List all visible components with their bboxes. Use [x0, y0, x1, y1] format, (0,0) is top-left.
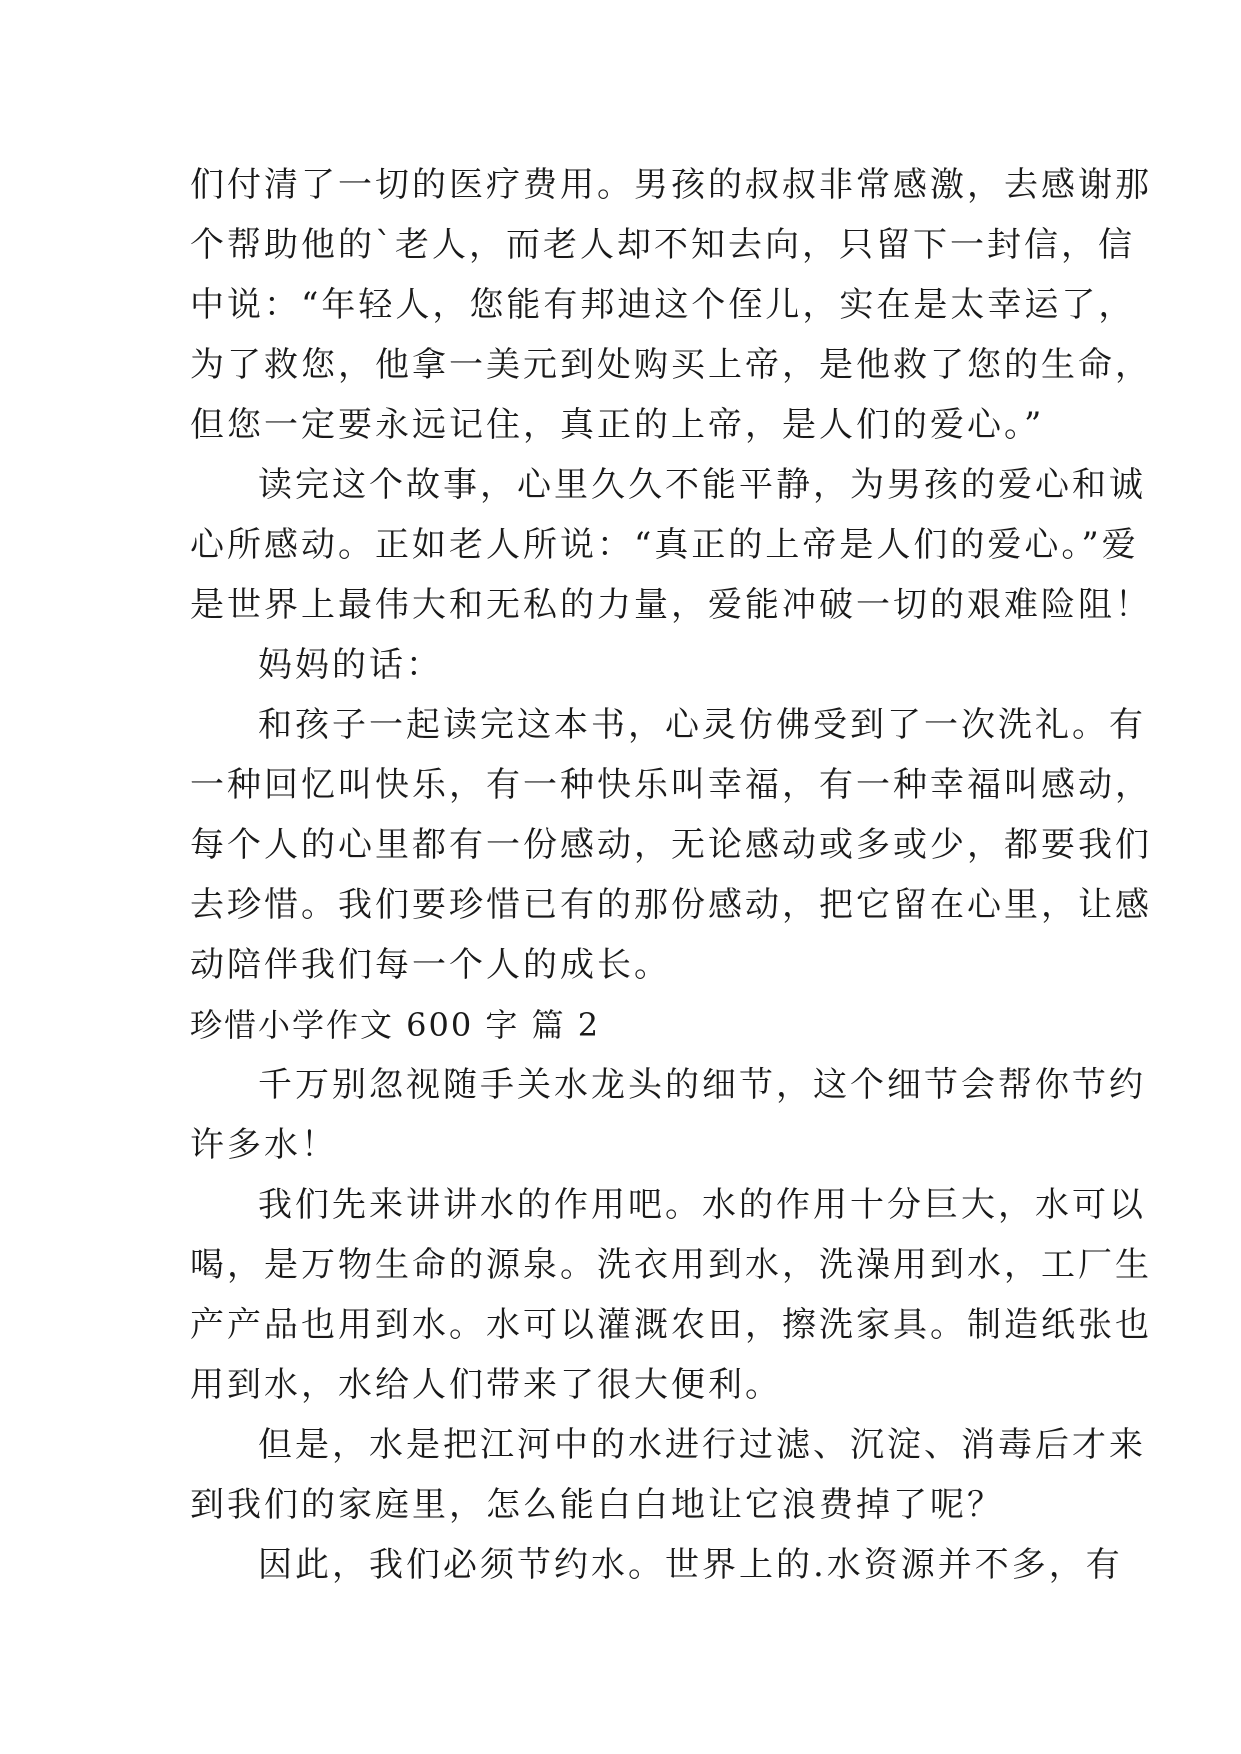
paragraph-start-line: 但是，水是把江河中的水进行过滤、沉淀、消毒后才来 [258, 1425, 1146, 1465]
paragraph-start-line: 我们先来讲讲水的作用吧。水的作用十分巨大，水可以 [258, 1185, 1146, 1225]
paragraph-start-line: 和孩子一起读完这本书，心灵仿佛受到了一次洗礼。有 [258, 705, 1146, 745]
text-line: 每个人的心里都有一份感动，无论感动或多或少，都要我们 [190, 825, 1152, 865]
paragraph-start-line: 因此，我们必须节约水。世界上的.水资源并不多，有 [258, 1545, 1123, 1585]
paragraph-start-line: 妈妈的话： [258, 645, 443, 685]
text-line: 中说：“年轻人，您能有邦迪这个侄儿，实在是太幸运了， [190, 285, 1136, 325]
text-line: 为了救您，他拿一美元到处购买上帝，是他救了您的生命， [190, 345, 1152, 385]
text-line: 到我们的家庭里，怎么能白白地让它浪费掉了呢？ [190, 1485, 1004, 1525]
paragraph-start-line: 读完这个故事，心里久久不能平静，为男孩的爱心和诚 [258, 465, 1146, 505]
text-line: 但您一定要永远记住，真正的上帝，是人们的爱心。” [190, 405, 1045, 445]
text-line: 喝，是万物生命的源泉。洗衣用到水，洗澡用到水，工厂生 [190, 1245, 1152, 1285]
paragraph-start-line: 千万别忽视随手关水龙头的细节，这个细节会帮你节约 [258, 1065, 1146, 1105]
text-line: 个帮助他的`老人，而老人却不知去向，只留下一封信，信 [190, 225, 1135, 265]
text-line: 心所感动。正如老人所说：“真正的上帝是人们的爱心。”爱 [190, 525, 1139, 565]
text-line: 去珍惜。我们要珍惜已有的那份感动，把它留在心里，让感 [190, 885, 1152, 925]
text-line: 一种回忆叫快乐，有一种快乐叫幸福，有一种幸福叫感动， [190, 765, 1152, 805]
text-line: 许多水！ [190, 1125, 338, 1165]
section-heading: 珍惜小学作文 600 字 篇 2 [190, 1006, 601, 1044]
text-line: 是世界上最伟大和无私的力量，爱能冲破一切的艰难险阻！ [190, 585, 1152, 625]
text-line: 动陪伴我们每一个人的成长。 [190, 945, 671, 985]
text-line: 产产品也用到水。水可以灌溉农田，擦洗家具。制造纸张也 [190, 1305, 1152, 1345]
text-line: 用到水，水给人们带来了很大便利。 [190, 1365, 782, 1405]
text-line: 们付清了一切的医疗费用。男孩的叔叔非常感激，去感谢那 [190, 165, 1152, 205]
